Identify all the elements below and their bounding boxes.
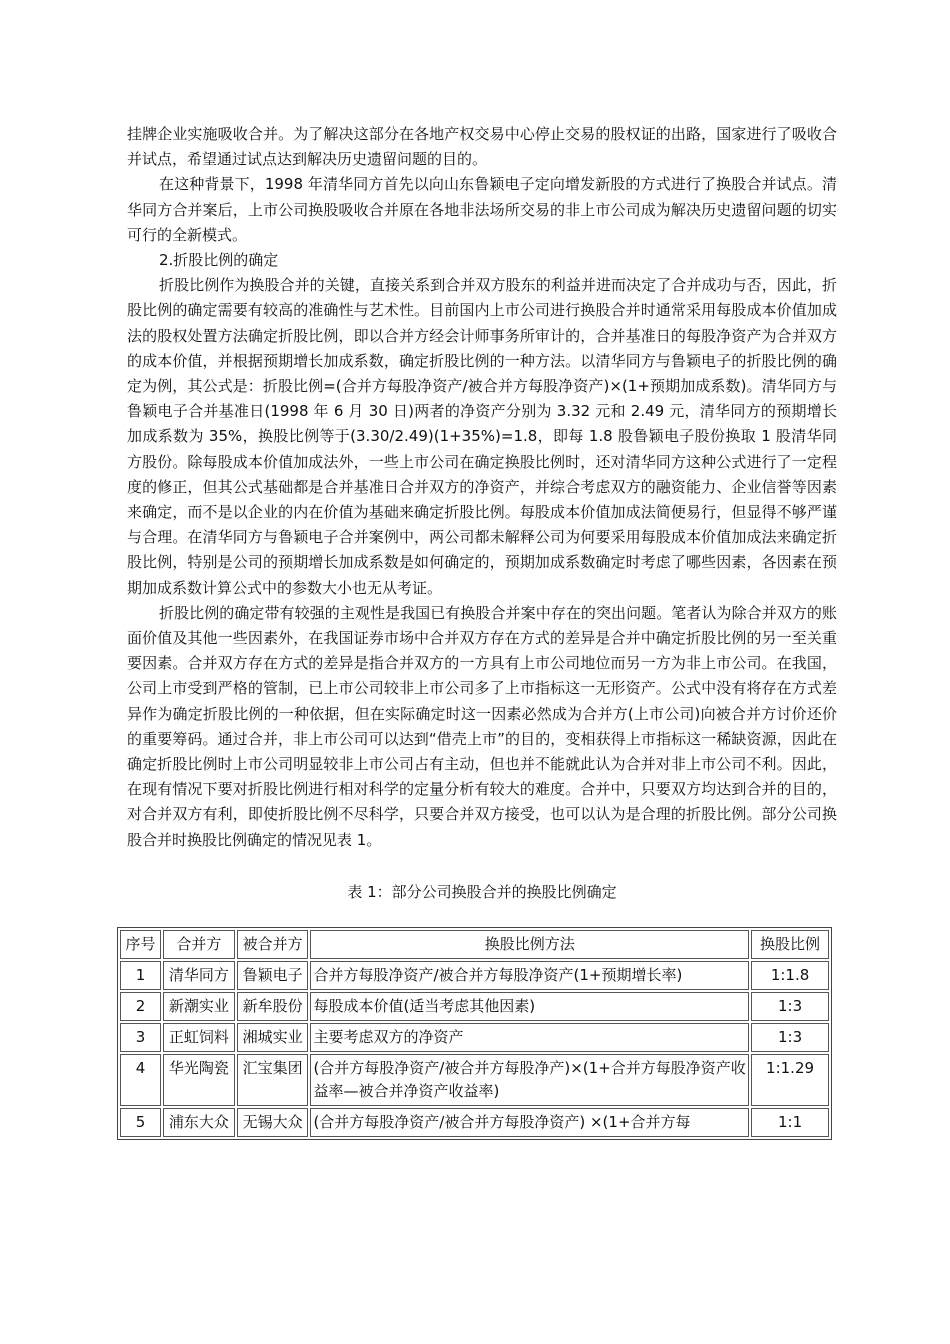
cell-ratio: 1:1: [751, 1108, 829, 1137]
cell-acquirer: 浦东大众: [163, 1108, 235, 1137]
cell-method-text: (合并方每股净资产/被合并方每股净资产) ×(1+合并方每: [313, 1112, 691, 1131]
header-target: 被合并方: [237, 930, 309, 959]
table-row: [120, 961, 829, 990]
cell-ratio: 1:3: [751, 992, 829, 1021]
cell-index: 3: [120, 1023, 161, 1052]
cell-acquirer: 正虹饲料: [163, 1023, 235, 1052]
header-method: 换股比例方法: [310, 930, 749, 959]
cell-acquirer: 新潮实业: [163, 992, 235, 1021]
section-heading: 2.折股比例的确定: [159, 251, 279, 270]
cell-ratio: 1:1.29: [751, 1054, 829, 1106]
cell-target: 湘城实业: [237, 1023, 309, 1052]
cell-index: 4: [120, 1054, 161, 1106]
cell-method: [310, 1108, 749, 1137]
cell-acquirer: 清华同方: [163, 961, 235, 990]
table-row: [120, 1054, 829, 1106]
header-ratio: 换股比例: [751, 930, 829, 959]
cell-method: (合并方每股净资产/被合并方每股净产)×(1+合并方每股净资产收益率—被合并净资产收益率): [310, 1054, 749, 1106]
cell-method: 主要考虑双方的净资产: [310, 1023, 749, 1052]
cell-target: 汇宝集团: [237, 1054, 309, 1106]
cell-index: 1: [120, 961, 161, 990]
table-header-row: [120, 930, 829, 959]
table-row: [120, 992, 829, 1021]
document-page: [127, 122, 837, 1140]
paragraph-2: 在这种背景下，1998 年清华同方首先以向山东鲁颖电子定向增发新股的方式进行了换股合并试点。清华同方合并案后，上市公司换股吸收合并原在各地非法场所交易的非上市公司成为解决历史遗留问题的切实可行的全新模式。: [127, 175, 837, 244]
swap-ratio-table: [117, 927, 832, 1140]
cell-ratio: 1:1.8: [751, 961, 829, 990]
cell-index: 2: [120, 992, 161, 1021]
cell-method: 合并方每股净资产/被合并方每股净资产(1+预期增长率): [310, 961, 749, 990]
cell-method: 每股成本价值(适当考虑其他因素): [310, 992, 749, 1021]
cell-acquirer: 华光陶瓷: [163, 1054, 235, 1106]
paragraph-1: 挂牌企业实施吸收合并。为了解决这部分在各地产权交易中心停止交易的股权证的出路，国家进行了吸收合并试点，希望通过试点达到解决历史遗留问题的目的。: [127, 125, 837, 169]
header-acquirer: 合并方: [163, 930, 235, 959]
cell-target: 无锡大众: [237, 1108, 309, 1137]
cell-ratio: 1:3: [751, 1023, 829, 1052]
paragraph-3: 折股比例作为换股合并的关键，直接关系到合并双方股东的利益并进而决定了合并成功与否，因此，折股比例的确定需要有较高的准确性与艺术性。目前国内上市公司进行换股合并时通常采用每股成本价值加成法的股权处置方法确定折股比例，即以合并方经会计师事务所审计的，合并基准日的每股净资产为合并双方的成本价值，并根据预期增长加成系数，确定折股比例的一种方法。以清华同方与鲁颖电子的折股比例的确定为例，其公式是：折股比例=(合并方每股净资产/被合并方每股净资产)×(1+预期加成系数)。清华同方与鲁颖电子合并基准日(1998 年 6 月 30 日)两者的净资产分别为 3.32 元和 2.49 元，清华同方的预期增长加成系数为 35%，换股比例等于(3.30/2.49)(1+35%)=1.8，即每 1.8 股鲁颖电子股份换取 1 股清华同方股份。除每股成本价值加成法外，一些上市公司在确定换股比例时，还对清华同方这种公式进行了一定程度的修正，但其公式基础都是合并基准日合并双方的净资产，并综合考虑双方的融资能力、企业信誉等因素来确定，而不是以企业的内在价值为基础来确定折股比例。每股成本价值加成法简便易行，但显得不够严谨与合理。在清华同方与鲁颖电子合并案例中，两公司都未解释公司为何要采用每股成本价值加成法来确定折股比例，特别是公司的预期增长加成系数是如何确定的，预期加成系数确定时考虑了哪些因素，各因素在预期加成系数计算公式中的参数大小也无从考证。: [127, 276, 837, 597]
cell-index: 5: [120, 1108, 161, 1137]
table-row: [120, 1023, 829, 1052]
header-index: 序号: [120, 930, 161, 959]
table-row: [120, 1108, 829, 1137]
cell-target: 鲁颖电子: [237, 961, 309, 990]
table-caption: 表 1：部分公司换股合并的换股比例确定: [347, 882, 617, 901]
cell-target: 新牟股份: [237, 992, 309, 1021]
paragraph-4: 折股比例的确定带有较强的主观性是我国已有换股合并案中存在的突出问题。笔者认为除合并双方的账面价值及其他一些因素外，在我国证券市场中合并双方存在方式的差异是合并中确定折股比例的另一至关重要因素。合并双方存在方式的差异是指合并双方的一方具有上市公司地位而另一方为非上市公司。在我国，公司上市受到严格的管制，已上市公司较非上市公司多了上市指标这一无形资产。公式中没有将存在方式差异作为确定折股比例的一种依据，但在实际确定时这一因素必然成为合并方(上市公司)向被合并方讨价还价的重要筹码。通过合并，非上市公司可以达到“借壳上市”的目的，变相获得上市指标这一稀缺资源，因此在确定折股比例时上市公司明显较非上市公司占有主动，但也并不能就此认为合并对非上市公司不利。因此，在现有情况下要对折股比例进行相对科学的定量分析有较大的难度。合并中，只要双方均达到合并的目的，对合并双方有利，即使折股比例不尽科学，只要合并双方接受，也可以认为是合理的折股比例。部分公司换股合并时换股比例确定的情况见表 1。: [127, 603, 837, 849]
